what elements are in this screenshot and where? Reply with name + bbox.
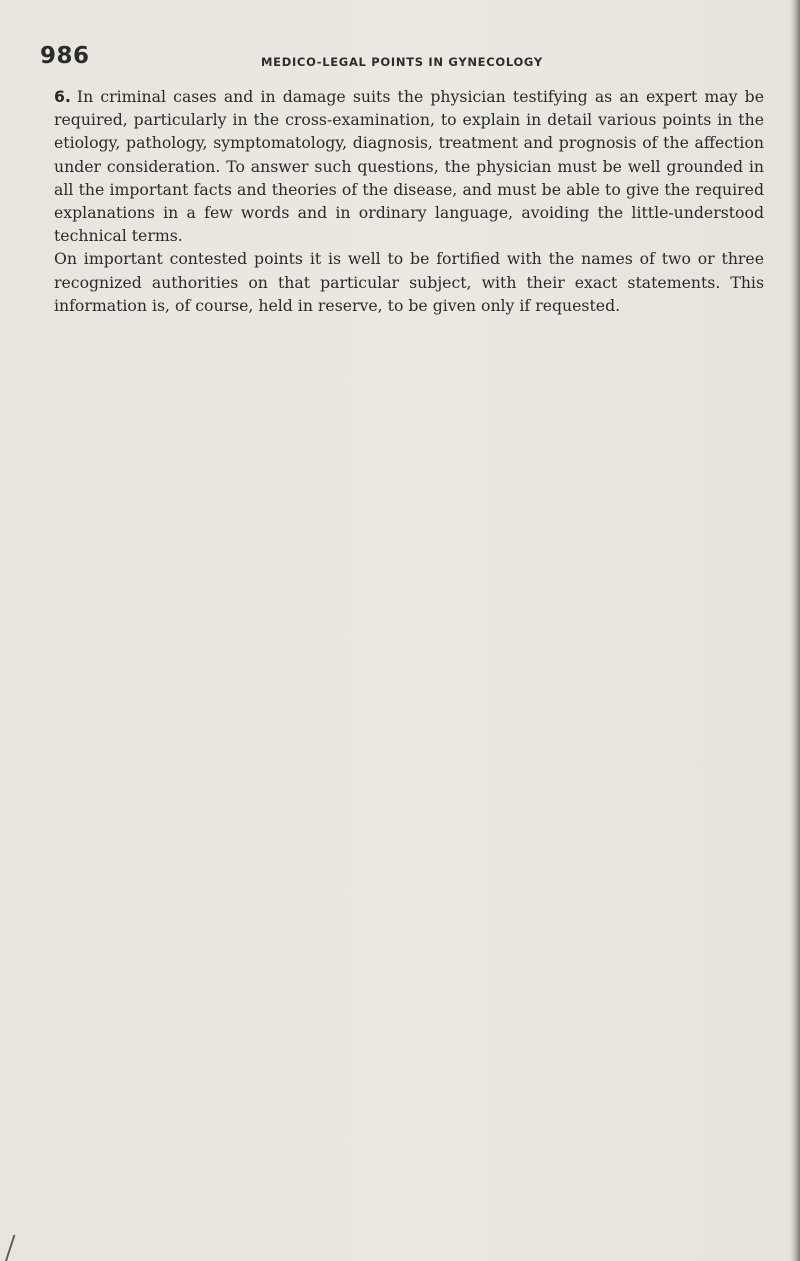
paragraph-number: 6. (54, 87, 71, 106)
paragraph-2 (54, 247, 764, 317)
paragraph-1 (54, 85, 764, 247)
body-text (54, 85, 764, 317)
paragraph-1-text: In criminal cases and in damage suits the physician testifying as an expert may be required, particularly in the cross-examination, to explain in detail various points in the etiology, pathology, symptomatology, diagnosis, treatment and prognosis of the affection under consideration. To answer such questions, the physician must be well grounded in all the important facts and theories of the disease, and must be able to give the required explanations in a few words and in ordinary language, avoiding the little-understood technical terms. (54, 87, 764, 246)
running-head: MEDICO-LEGAL POINTS IN GYNECOLOGY (261, 55, 543, 69)
page-number: 986 (40, 43, 90, 69)
paragraph-2-text: On important contested points it is well to be fortified with the names of two or three recognized authorities on that particular subject, with their exact statements. This information is, of course, held in reserve, to be given only if requested. (54, 249, 764, 315)
page-header (40, 41, 760, 71)
page-edge-shadow (790, 0, 800, 1261)
scan-mark (5, 1235, 19, 1261)
